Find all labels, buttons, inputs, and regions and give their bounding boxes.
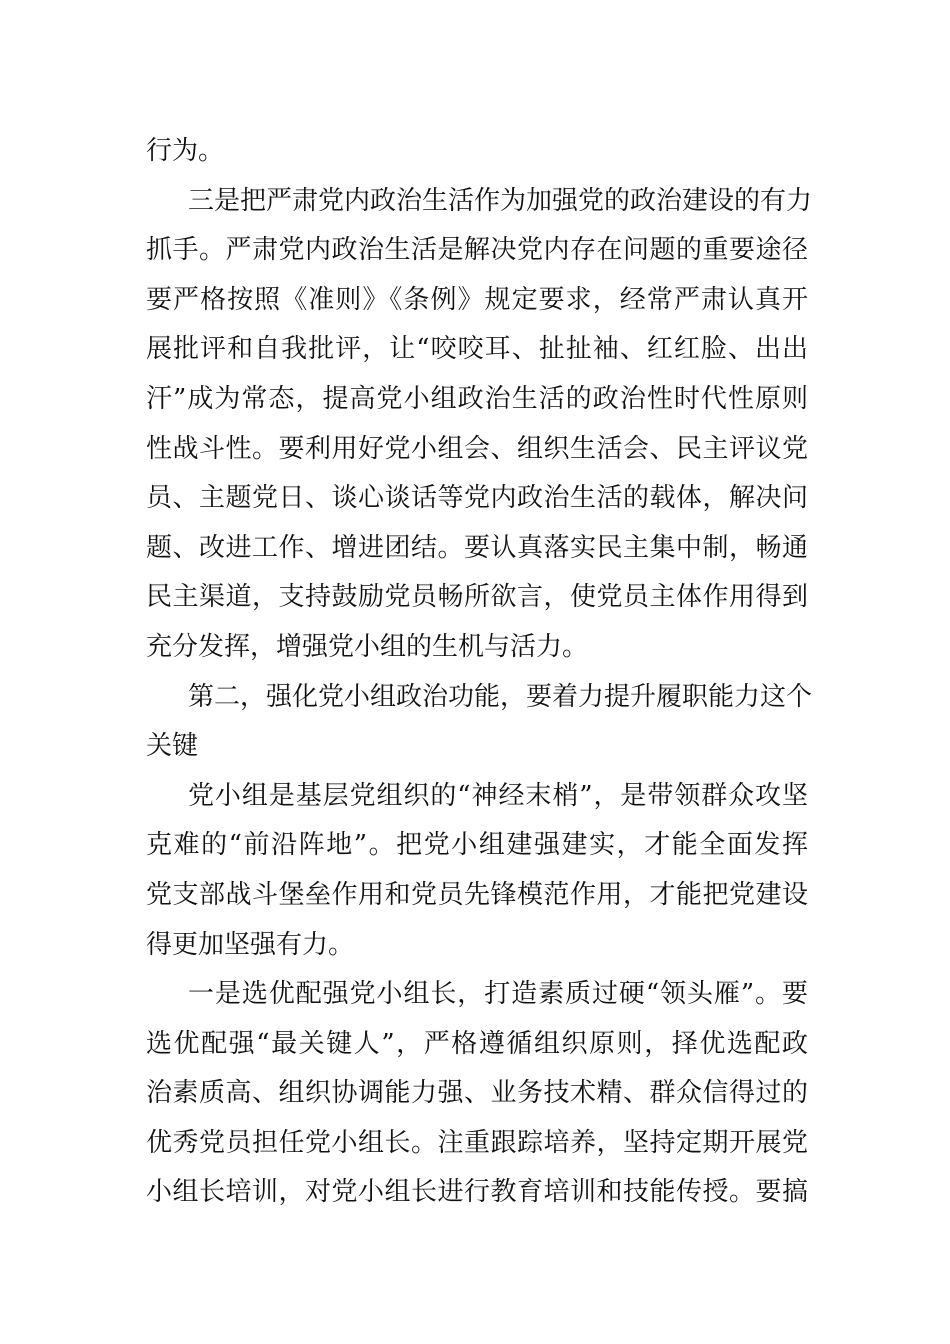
text-line: 三是把严肃党内政治生活作为加强党的政治建设的有力 <box>188 185 813 216</box>
text-line: 选优配强“最关键人”，严格遵循组织原则，择优选配政 <box>146 1028 808 1059</box>
text-line: 党小组是基层党组织的“神经末梢”，是带领群众攻坚 <box>188 780 808 811</box>
text-line: 小组长培训，对党小组长进行教育培训和技能传授。要搞 <box>146 1177 808 1208</box>
text-line: 汗”成为常态，提高党小组政治生活的政治性时代性原则 <box>146 383 808 414</box>
text-line: 充分发挥，增强党小组的生机与活力。 <box>146 631 589 662</box>
text-line: 党支部战斗堡垒作用和党员先锋模范作用，才能把党建设 <box>146 879 808 910</box>
section-heading-line: 第二，强化党小组政治功能，要着力提升履职能力这个 <box>188 681 813 712</box>
text-line: 克难的“前沿阵地”。把党小组建强建实，才能全面发挥 <box>146 830 808 861</box>
text-line: 得更加坚强有力。 <box>146 929 355 960</box>
text-line: 治素质高、组织协调能力强、业务技术精、群众信得过的 <box>146 1078 808 1109</box>
text-line: 优秀党员担任党小组长。注重跟踪培养，坚持定期开展党 <box>146 1127 808 1158</box>
text-line: 展批评和自我批评，让“咬咬耳、扯扯袖、红红脸、出出 <box>146 334 808 365</box>
text-line: 行为。 <box>146 136 225 166</box>
text-line: 员、主题党日、谈心谈话等党内政治生活的载体，解决问 <box>146 483 808 514</box>
section-heading-line: 关键 <box>146 731 199 762</box>
text-line: 性战斗性。要利用好党小组会、组织生活会、民主评议党 <box>146 433 808 464</box>
document-body <box>146 127 813 1218</box>
text-line: 民主渠道，支持鼓励党员畅所欲言，使党员主体作用得到 <box>146 582 808 613</box>
text-line: 抓手。严肃党内政治生活是解决党内存在问题的重要途径 <box>146 235 808 266</box>
text-line: 题、改进工作、增进团结。要认真落实民主集中制，畅通 <box>146 532 808 563</box>
text-line: 要严格按照《准则》《条例》规定要求，经常严肃认真开 <box>146 284 808 315</box>
text-line: 一是选优配强党小组长，打造素质过硬“领头雁”。要 <box>188 979 808 1010</box>
